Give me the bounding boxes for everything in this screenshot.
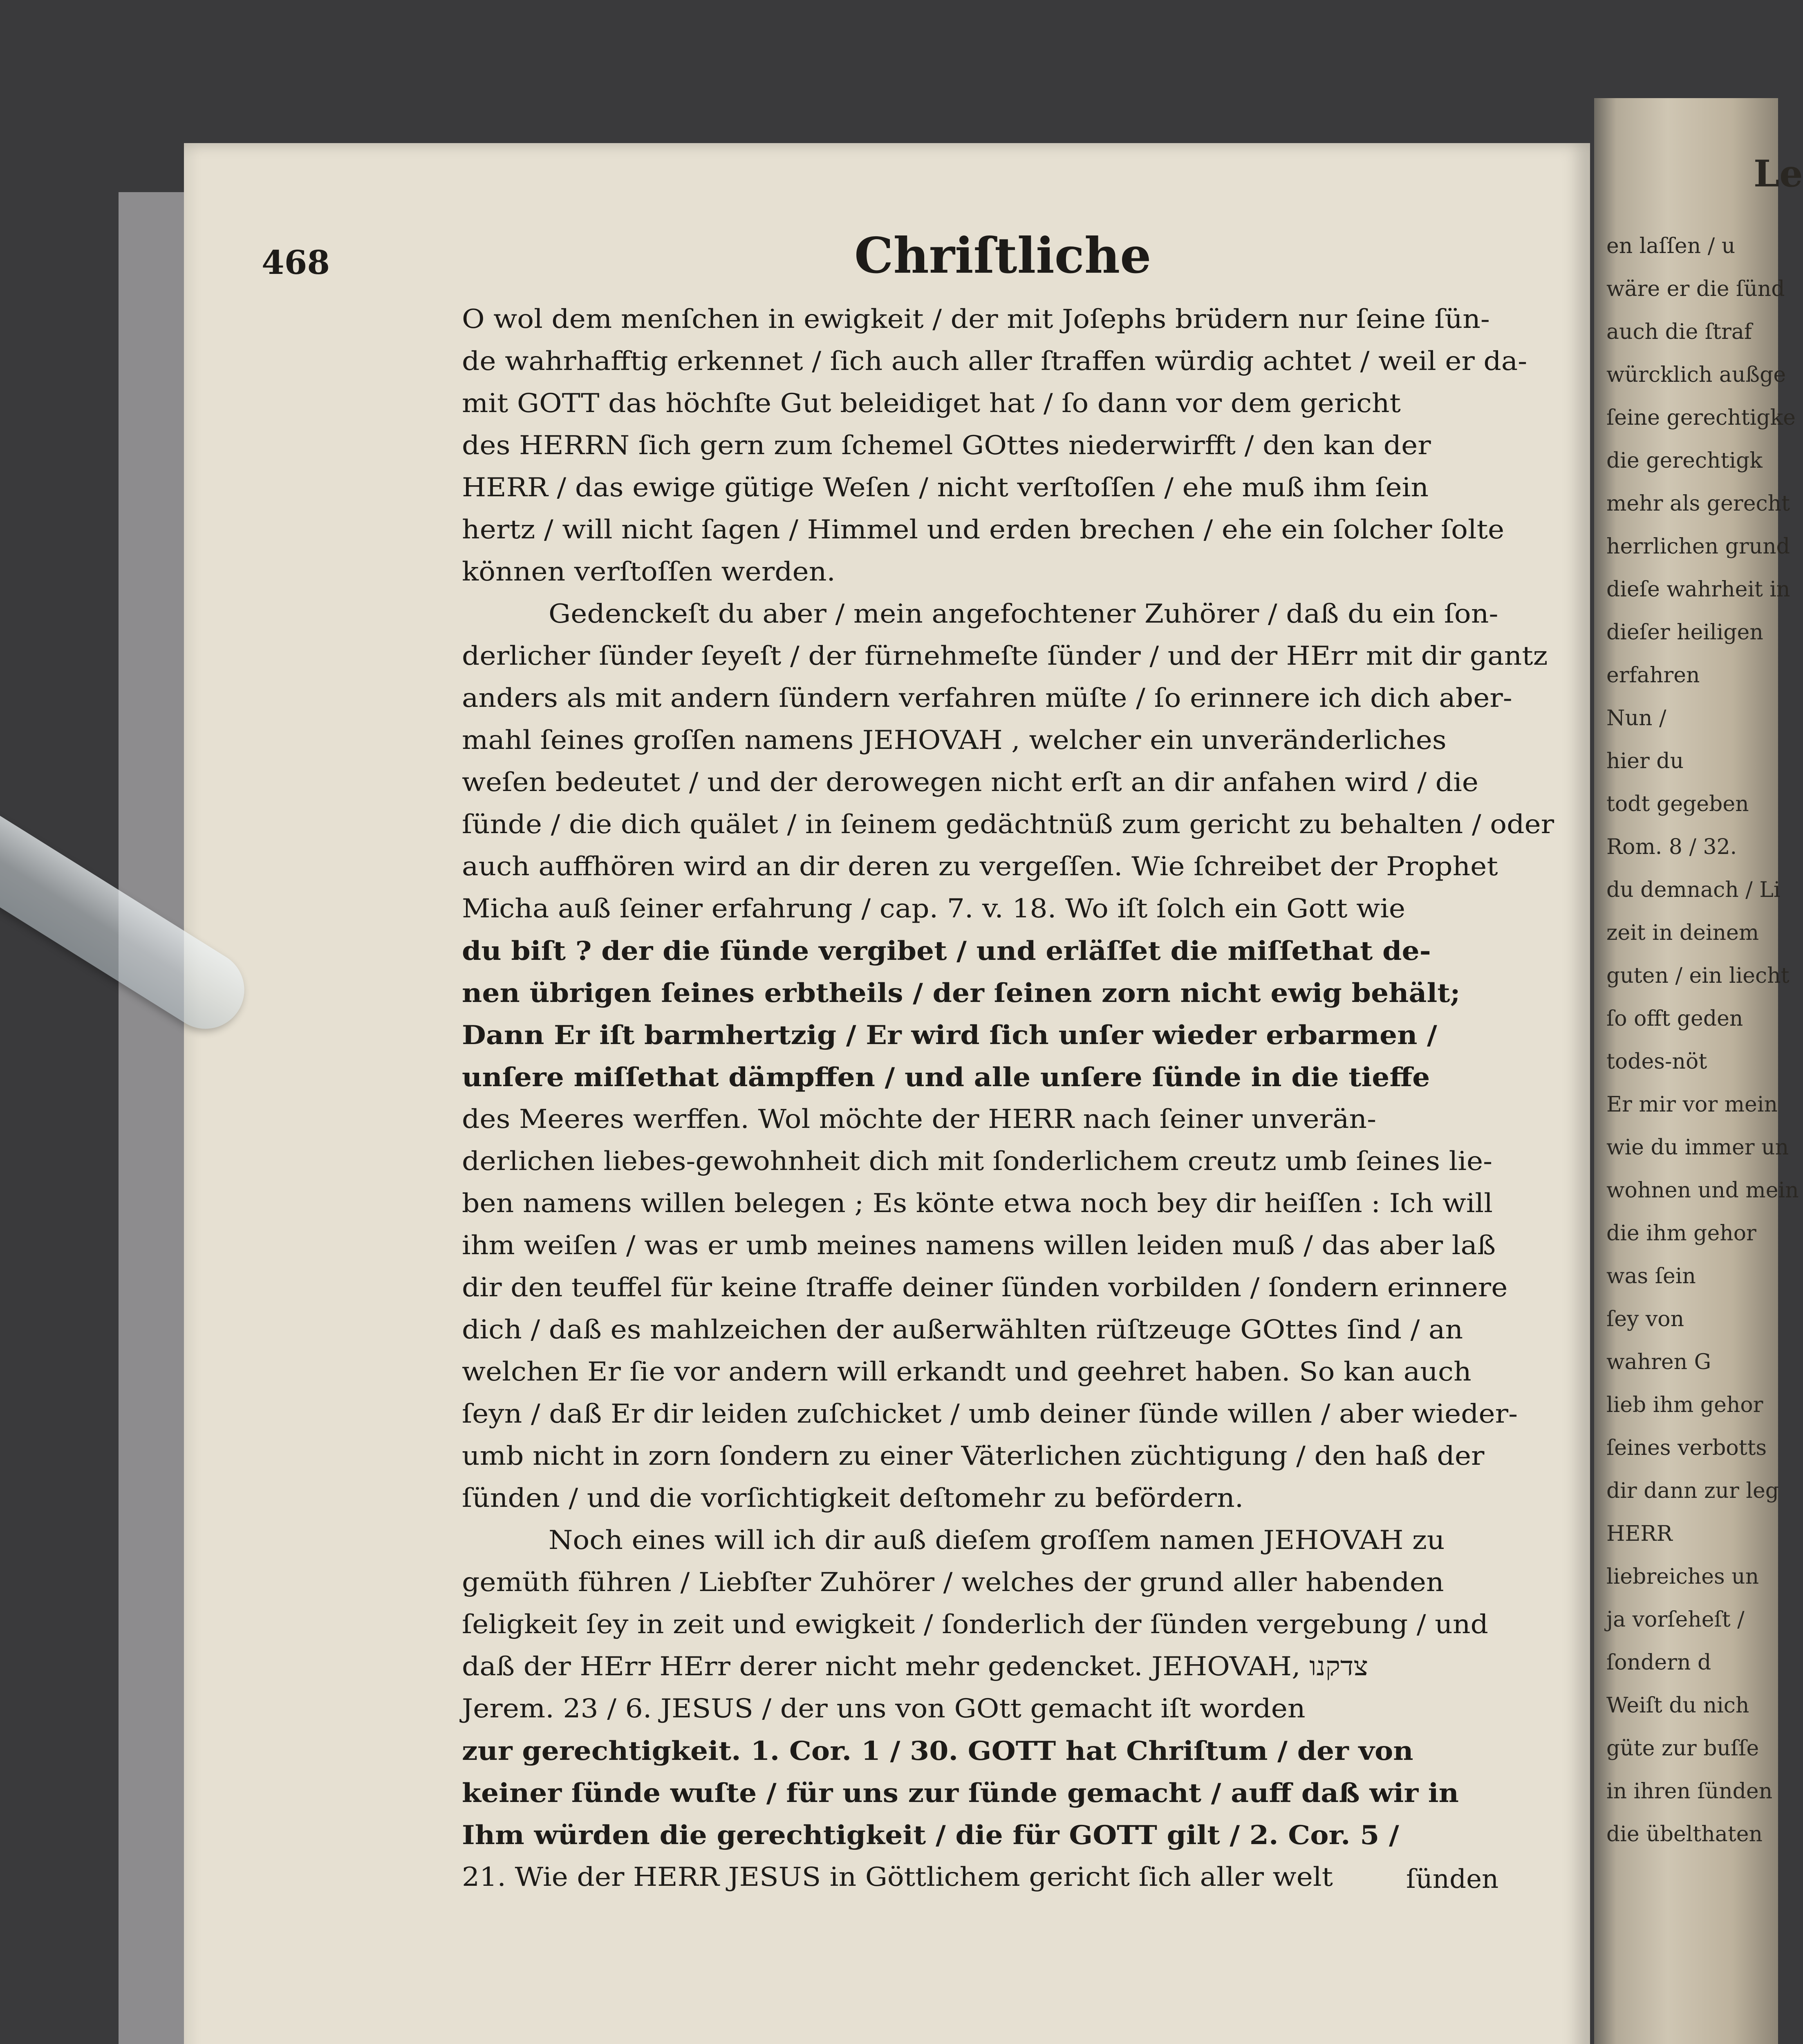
text-line: HERR / das ewige gütige Weſen / nicht verſtoſſen / ehe muß ihm ſein xyxy=(462,473,1429,503)
facing-text-line: wahren G xyxy=(1606,1350,1711,1374)
facing-text-line: en laſſen / u xyxy=(1606,234,1736,258)
text-line: gemüth führen / Liebſter Zuhörer / welches der grund aller habenden xyxy=(462,1567,1444,1598)
text-line: Noch eines will ich dir auß dieſem groſſem namen JEHOVAH zu xyxy=(549,1525,1445,1555)
facing-text-line: erfahren xyxy=(1606,663,1700,688)
text-line: weſen bedeutet / und der derowegen nicht erſt an dir anfahen wird / die xyxy=(462,767,1478,798)
facing-text-line: du demnach / Li xyxy=(1606,878,1781,902)
page-number: 468 xyxy=(262,243,330,282)
facing-text-line: in ihren ſünden xyxy=(1606,1779,1773,1804)
facing-text-line: dieſe wahrheit in xyxy=(1606,577,1790,602)
facing-page xyxy=(1606,123,1803,2044)
text-line: ben namens willen belegen ; Es könte etwa noch bey dir heiſſen : Ich will xyxy=(462,1188,1493,1219)
text-line: dich / daß es mahlzeichen der außerwählten rüſtzeuge GOttes ſind / an xyxy=(462,1315,1463,1345)
text-line: dir den teuffel für keine ſtraffe deiner ſünden vorbilden / ſondern erinnere xyxy=(462,1273,1508,1303)
text-line: umb nicht in zorn ſondern zu einer Väterlichen züchtigung / den haß der xyxy=(462,1441,1485,1471)
text-line: hertz / will nicht ſagen / Himmel und erden brechen / ehe ein ſolcher ſolte xyxy=(462,515,1505,545)
facing-text-line: güte zur buſſe xyxy=(1606,1736,1759,1761)
facing-text-line: ſo offt geden xyxy=(1606,1006,1743,1031)
facing-text-line: todt gegeben xyxy=(1606,792,1749,816)
facing-text-line: dieſer heiligen xyxy=(1606,620,1763,645)
facing-text-line: guten / ein liecht xyxy=(1606,964,1790,988)
facing-text-line: ſeines verbotts xyxy=(1606,1436,1767,1460)
text-line: welchen Er ſie vor andern will erkandt und geehret haben. So kan auch xyxy=(462,1357,1472,1387)
facing-text-line: lieb ihm gehor xyxy=(1606,1393,1763,1417)
text-line: keiner ſünde wuſte / für uns zur ſünde gemacht / auff daß wir in xyxy=(462,1778,1459,1809)
text-line: können verſtoſſen werden. xyxy=(462,557,835,587)
facing-text-line: würcklich außge xyxy=(1606,363,1786,387)
text-line: du biſt ? der die ſünde vergibet / und erläſſet die miſſethat de- xyxy=(462,936,1431,966)
facing-text-line: herrlichen grund xyxy=(1606,534,1790,559)
text-line: 21. Wie der HERR JESUS in Göttlichem gericht ſich aller welt xyxy=(462,1862,1333,1892)
facing-text-line: auch die ſtraf xyxy=(1606,320,1752,344)
text-line: des Meeres werffen. Wol möchte der HERR nach ſeiner unverän- xyxy=(462,1104,1377,1134)
text-line: de wahrhafftig erkennet / ſich auch aller ſtraffen würdig achtet / weil er da- xyxy=(462,346,1528,377)
facing-text-line: ja vorſeheſt / xyxy=(1606,1607,1745,1632)
facing-text-line: ſeine gerechtigke xyxy=(1606,406,1796,430)
text-line: ſeligkeit ſey in zeit und ewigkeit / ſonderlich der ſünden vergebung / und xyxy=(462,1609,1488,1640)
facing-text-line: Weiſt du nich xyxy=(1606,1693,1749,1718)
text-line: Dann Er iſt barmhertzig / Er wird ſich unſer wieder erbarmen / xyxy=(462,1020,1437,1051)
text-line: zur gerechtigkeit. 1. Cor. 1 / 30. GOTT hat Chriſtum / der von xyxy=(462,1736,1413,1766)
text-line: Micha auß ſeiner erfahrung / cap. 7. v. 18. Wo iſt ſolch ein Gott wie xyxy=(462,894,1406,924)
text-line: derlicher ſünder ſeyeſt / der fürnehmeſte ſünder / und der HErr mit dir gantz xyxy=(462,641,1548,671)
page-header xyxy=(262,227,1557,296)
facing-text-line: was ſein xyxy=(1606,1264,1696,1289)
facing-text-line: todes-nöt xyxy=(1606,1049,1707,1074)
text-line: ihm weiſen / was er umb meines namens willen leiden muß / das aber laß xyxy=(462,1230,1496,1261)
text-line: ſünden / und die vorſichtigkeit deſtomehr zu befördern. xyxy=(462,1483,1244,1513)
text-line: Ihm würden die gerechtigkeit / die für GOTT gilt / 2. Cor. 5 / xyxy=(462,1820,1399,1851)
body-text xyxy=(462,298,1597,1898)
facing-text-line: die gerechtigk xyxy=(1606,448,1763,473)
text-line: Jerem. 23 / 6. JESUS / der uns von GOtt gemacht iſt worden xyxy=(462,1694,1306,1724)
text-line: derlichen liebes-gewohnheit dich mit ſonderlichem creutz umb ſeines lie- xyxy=(462,1146,1493,1177)
text-line: Gedenckeſt du aber / mein angefochtener Zuhörer / daß du ein ſon- xyxy=(549,599,1498,629)
text-line: nen übrigen ſeines erbtheils / der ſeinen zorn nicht ewig behält; xyxy=(462,978,1460,1009)
text-line: auch auffhören wird an dir deren zu vergeſſen. Wie ſchreibet der Prophet xyxy=(462,852,1498,882)
running-title: Chriſtliche xyxy=(854,227,1151,285)
text-line: des HERRN ſich gern zum ſchemel GOttes niederwirfft / den kan der xyxy=(462,430,1431,461)
text-line: ſeyn / daß Er dir leiden zuſchicket / umb deiner ſünde willen / aber wieder- xyxy=(462,1399,1518,1429)
facing-text-line: ſondern d xyxy=(1606,1650,1711,1675)
facing-text-line: Er mir vor mein xyxy=(1606,1092,1778,1117)
facing-text-line: hier du xyxy=(1606,749,1684,773)
text-line: ſünde / die dich quälet / in ſeinem gedächtnüß zum gericht zu behalten / oder xyxy=(462,809,1554,840)
text-line: O wol dem menſchen in ewigkeit / der mit Joſephs brüdern nur ſeine ſün- xyxy=(462,304,1490,334)
text-line: daß der HErr HErr derer nicht mehr gedencket. JEHOVAH, צדקנו xyxy=(462,1652,1368,1682)
facing-text-line: HERR xyxy=(1606,1522,1673,1546)
text-line: unſere miſſethat dämpffen / und alle unſere ſünde in die tieffe xyxy=(462,1062,1430,1093)
facing-text-line: liebreiches un xyxy=(1606,1564,1759,1589)
facing-text-line: Rom. 8 / 32. xyxy=(1606,835,1737,859)
facing-text-line: zeit in deinem xyxy=(1606,921,1759,945)
facing-text-line: ſey von xyxy=(1606,1307,1684,1331)
catchword: ſünden xyxy=(1406,1864,1499,1894)
text-line: anders als mit andern ſündern verfahren müſte / ſo erinnere ich dich aber- xyxy=(462,683,1512,713)
facing-text-line: Nun / xyxy=(1606,706,1666,731)
facing-running-title: Le xyxy=(1754,152,1803,195)
facing-text-line: wie du immer un xyxy=(1606,1135,1789,1160)
facing-text-line: die übelthaten xyxy=(1606,1822,1763,1847)
facing-text-line: wäre er die ſünd xyxy=(1606,277,1785,301)
facing-text-line: wohnen und mein xyxy=(1606,1178,1799,1203)
facing-text-line: dir dann zur leg xyxy=(1606,1479,1779,1503)
facing-text-line: mehr als gerecht xyxy=(1606,491,1790,516)
text-line: mit GOTT das höchſte Gut beleidiget hat / ſo dann vor dem gericht xyxy=(462,388,1401,419)
text-line: mahl ſeines groſſen namens JEHOVAH , welcher ein unveränderliches xyxy=(462,725,1447,755)
facing-text-line: die ihm gehor xyxy=(1606,1221,1756,1246)
